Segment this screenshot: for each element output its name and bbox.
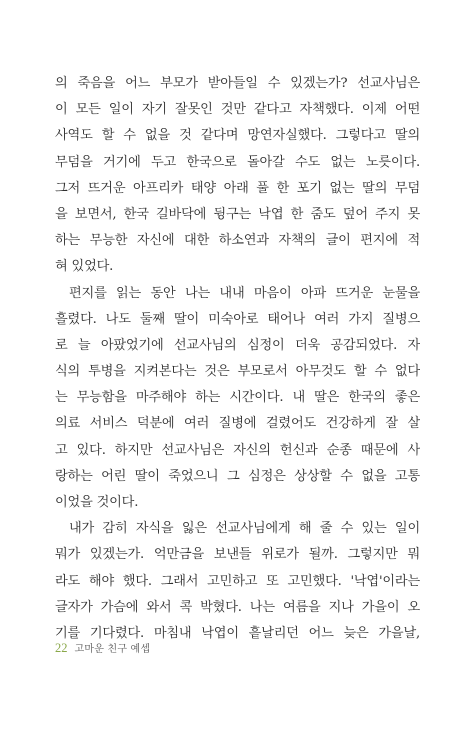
text-line: 글자가 가슴에 와서 콕 박혔다. 나는 여름을 지나 가을이 오: [55, 599, 420, 615]
text-line: 는 무능함을 마주해야 하는 시간이다. 내 딸은 한국의 좋은: [55, 390, 420, 406]
text-line: 혀 있었다.: [55, 259, 114, 275]
text-line: 사역도 할 수 없을 것 같다며 망연자실했다. 그렇다고 딸의: [55, 128, 420, 144]
paragraph-first-line: 편지를 읽는 동안 나는 내내 마음이 아파 뜨거운 눈물을: [69, 285, 420, 301]
text-line: 의 죽음을 어느 부모가 받아들일 수 있겠는가? 선교사님은: [55, 76, 420, 91]
text-line: 이 모든 일이 자기 잘못인 것만 같다고 자책했다. 이제 어떤: [55, 102, 420, 118]
text-line: 식의 투병을 지켜본다는 것은 부모로서 아무것도 할 수 없다: [55, 364, 420, 380]
text-line: 흘렸다. 나도 둘째 딸이 미숙아로 태어나 여러 가지 질병으: [55, 311, 420, 327]
page-footer: [55, 640, 150, 656]
text-line: 라도 해야 했다. 그래서 고민하고 또 고민했다. '낙엽'이라는: [55, 573, 420, 589]
text-line: 그저 뜨거운 아프리카 태양 아래 풀 한 포기 없는 딸의 무덤: [55, 180, 420, 196]
text-line: 로 늘 아팠었기에 선교사님의 심정이 더욱 공감되었다. 자: [55, 337, 420, 353]
text-line: 고 있다. 하지만 선교사님은 자신의 헌신과 순종 때문에 사: [55, 442, 420, 458]
text-line: 랑하는 어린 딸이 죽었으니 그 심정은 상상할 수 없을 고통: [55, 468, 420, 484]
text-line: 뭐가 있겠는가. 억만금을 보낸들 위로가 될까. 그렇지만 뭐: [55, 547, 420, 563]
text-line: 하는 무능한 자신에 대한 하소연과 자책의 글이 편지에 적: [55, 233, 420, 249]
text-line: 기를 기다렸다. 마침내 낙엽이 흩날리던 어느 늦은 가을날,: [55, 625, 420, 641]
text-line: 을 보면서, 한국 길바닥에 뒹구는 낙엽 한 줌도 덮어 주지 못: [55, 206, 420, 222]
text-line: 무덤을 거기에 두고 한국으로 돌아갈 수도 없는 노릇이다.: [55, 154, 420, 170]
running-title: 고마운 친구 예셉: [74, 644, 151, 655]
text-line: 의료 서비스 덕분에 여러 질병에 걸렸어도 건강하게 잘 살: [55, 416, 420, 432]
paragraph-first-line: 내가 감히 자식을 잃은 선교사님에게 해 줄 수 있는 일이: [69, 521, 420, 537]
text-line: 이었을 것이다.: [55, 495, 139, 510]
page-number: 22: [55, 641, 68, 655]
body-text: [55, 71, 420, 647]
